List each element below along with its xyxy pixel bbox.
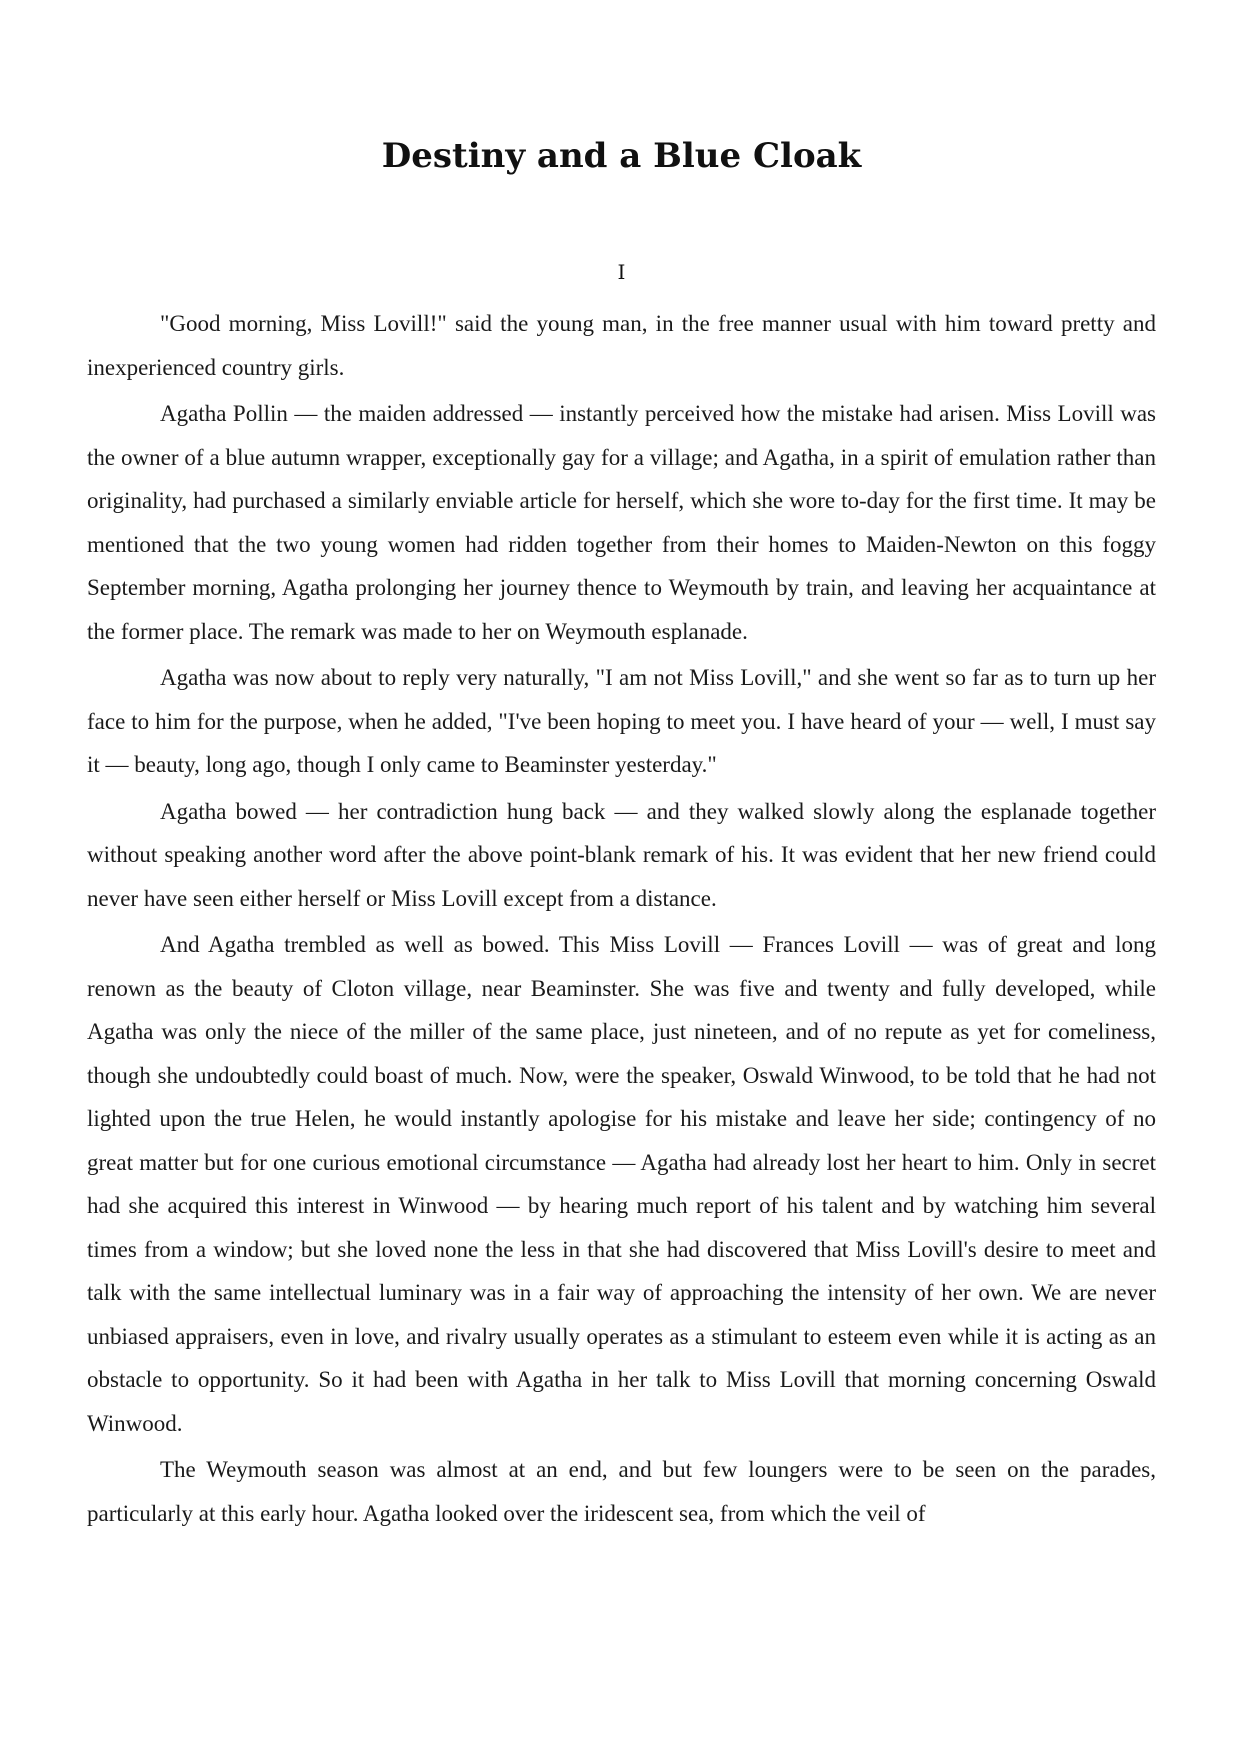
body-text xyxy=(87,302,1156,1538)
paragraph: Agatha Pollin — the maiden addressed — instantly perceived how the mistake had arisen. Miss Lovill was the owner of a blue autumn wrapper, exceptionally gay for a village; and Agatha, in a spirit of emulation rather than originality, had purchased a similarly enviable article for herself, which she wore to-day for the first time. It may be mentioned that the two young women had ridden together from their homes to Maiden-Newton on this foggy September morning, Agatha prolonging her journey thence to Weymouth by train, and leaving her acquaintance at the former place. The remark was made to her on Weymouth esplanade. xyxy=(87,401,1156,644)
document-title: Destiny and a Blue Cloak xyxy=(381,136,862,176)
paragraph: Agatha bowed — her contradiction hung back — and they walked slowly along the esplanade together without speaking another word after the above point-blank remark of his. It was evident that her new friend could never have seen either herself or Miss Lovill except from a distance. xyxy=(87,798,1156,911)
paragraph: And Agatha trembled as well as bowed. This Miss Lovill — Frances Lovill — was of great and long renown as the beauty of Cloton village, near Beaminster. She was five and twenty and fully developed, while Agatha was only the niece of the miller of the same place, just nineteen, and of no repute as yet for comeliness, though she undoubtedly could boast of much. Now, were the speaker, Oswald Winwood, to be told that he had not lighted upon the true Helen, he would instantly apologise for his mistake and leave her side; contingency of no great matter but for one curious emotional circumstance — Agatha had already lost her heart to him. Only in secret had she acquired this interest in Winwood — by hearing much report of his talent and by watching him several times from a window; but she loved none the less in that she had discovered that Miss Lovill's desire to meet and talk with the same intellectual luminary was in a fair way of approaching the intensity of her own. We are never unbiased appraisers, even in love, and rivalry usually operates as a stimulant to esteem even while it is acting as an obstacle to opportunity. So it had been with Agatha in her talk to Miss Lovill that morning concerning Oswald Winwood. xyxy=(87,932,1156,1436)
chapter-heading: I xyxy=(617,260,626,284)
paragraph: Agatha was now about to reply very naturally, "I am not Miss Lovill," and she went so far as to turn up her face to him for the purpose, when he added, "I've been hoping to meet you. I have heard of your — well, I must say it — beauty, long ago, though I only came to Beaminster yesterday." xyxy=(87,665,1156,777)
paragraph: The Weymouth season was almost at an end, and but few loungers were to be seen on the parades, particularly at this early hour. Agatha looked over the iridescent sea, from which the veil of xyxy=(87,1457,1156,1526)
document-page xyxy=(87,0,1156,1755)
paragraph: "Good morning, Miss Lovill!" said the young man, in the free manner usual with him toward pretty and inexperienced country girls. xyxy=(87,311,1156,380)
